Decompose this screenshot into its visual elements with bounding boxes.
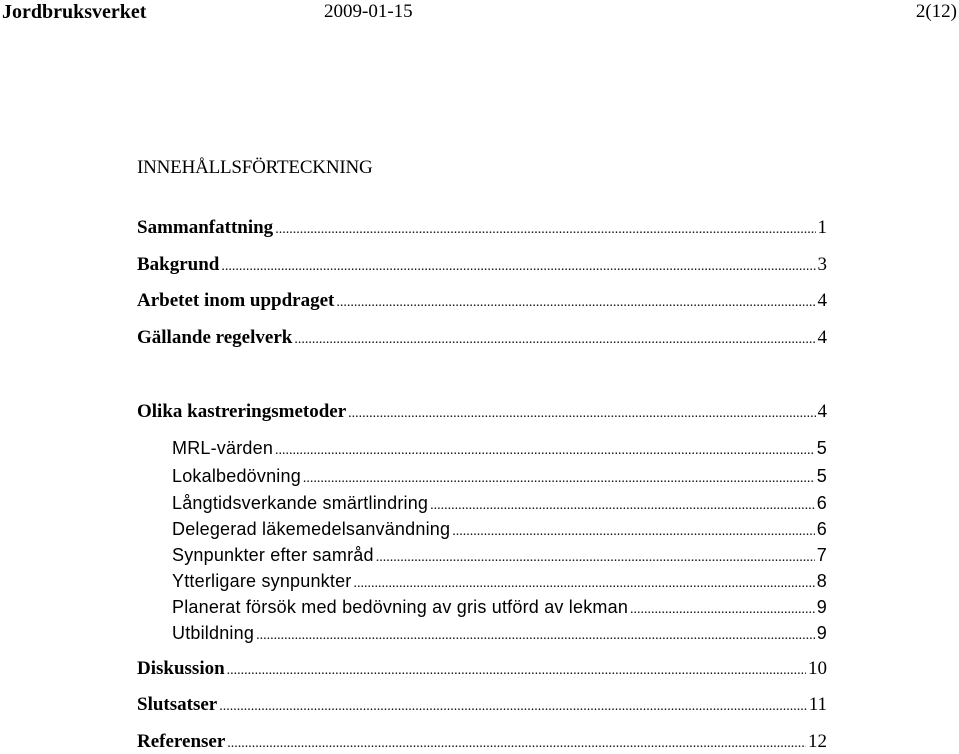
- toc-entry-label: Gällande regelverk: [137, 327, 293, 348]
- toc-subentry[interactable]: [172, 569, 827, 593]
- toc-entry-page: 6: [816, 493, 827, 513]
- toc-dot-leader: [336, 289, 815, 313]
- toc-dot-leader: [256, 621, 815, 645]
- toc-entry-page: 9: [816, 623, 827, 643]
- toc-entry-page: 8: [816, 571, 827, 591]
- toc-subentry[interactable]: [172, 491, 827, 515]
- toc-entry-page: 6: [816, 519, 827, 539]
- toc-dot-leader: [452, 517, 815, 541]
- toc-entry-label: Delegerad läkemedelsanvändning: [172, 519, 451, 539]
- toc-entry-page: 1: [817, 217, 827, 238]
- toc-entry-label: Arbetet inom uppdraget: [137, 290, 335, 311]
- toc-entry-label: MRL-värden: [172, 438, 274, 458]
- toc-entry-page: 5: [816, 438, 827, 458]
- toc-entry-label: Bakgrund: [137, 254, 220, 275]
- toc-dot-leader: [227, 730, 806, 754]
- toc-entry-label: Diskussion: [137, 658, 225, 679]
- toc-title: INNEHÅLLSFÖRTECKNING: [137, 157, 373, 178]
- toc-entry[interactable]: [137, 730, 827, 754]
- toc-entry-page: 9: [816, 597, 827, 617]
- toc-entry-page: 4: [817, 290, 827, 311]
- toc-subentry[interactable]: [172, 517, 827, 541]
- toc-dot-leader: [354, 569, 815, 593]
- toc-dot-leader: [303, 464, 815, 488]
- toc-entry-page: 3: [817, 254, 827, 275]
- toc-entry-label: Planerat försök med bedövning av gris utförd av lekman: [172, 597, 629, 617]
- toc-dot-leader: [227, 657, 806, 681]
- toc-subentry[interactable]: [172, 621, 827, 645]
- toc-dot-leader: [275, 216, 815, 240]
- toc-entry[interactable]: [137, 289, 827, 313]
- toc-entry-label: Olika kastreringsmetoder: [137, 401, 347, 422]
- toc-entry[interactable]: [137, 326, 827, 350]
- toc-dot-leader: [221, 253, 815, 277]
- toc-entry-label: Ytterligare synpunkter: [172, 571, 352, 591]
- toc-entry-label: Utbildning: [172, 623, 255, 643]
- toc-dot-leader: [275, 436, 815, 460]
- toc-entry[interactable]: [137, 216, 827, 240]
- toc-dot-leader: [348, 400, 815, 424]
- toc-entry-label: Sammanfattning: [137, 217, 274, 238]
- toc-entry-page: 10: [808, 658, 827, 679]
- toc-entry[interactable]: [137, 400, 827, 424]
- toc-dot-leader: [430, 491, 815, 515]
- toc-entry-page: 7: [816, 545, 827, 565]
- toc-entry-label: Synpunkter efter samråd: [172, 545, 374, 565]
- toc-dot-leader: [630, 595, 815, 619]
- document-date: 2009-01-15: [324, 1, 413, 22]
- page-number: 2(12): [915, 1, 957, 22]
- toc-entry-page: 11: [808, 694, 827, 715]
- toc-dot-leader: [219, 693, 806, 717]
- toc-entry-page: 4: [817, 401, 827, 422]
- toc-entry-page: 12: [808, 731, 827, 752]
- toc-entry[interactable]: [137, 657, 827, 681]
- toc-subentry[interactable]: [172, 595, 827, 619]
- organization-name: Jordbruksverket: [2, 1, 147, 23]
- page-header: [0, 0, 959, 26]
- toc-subentry[interactable]: [172, 464, 827, 488]
- toc-dot-leader: [376, 543, 815, 567]
- toc-entry-label: Slutsatser: [137, 694, 218, 715]
- toc-entry-label: Lokalbedövning: [172, 466, 301, 486]
- toc-entry-label: Referenser: [137, 731, 226, 752]
- toc-entry[interactable]: [137, 253, 827, 277]
- toc-entry-page: 5: [816, 466, 827, 486]
- toc-subentry[interactable]: [172, 543, 827, 567]
- toc-subentry[interactable]: [172, 436, 827, 460]
- toc-entry[interactable]: [137, 693, 827, 717]
- toc-entry-label: Långtidsverkande smärtlindring: [172, 493, 429, 513]
- toc-entry-page: 4: [817, 327, 827, 348]
- toc-dot-leader: [294, 326, 815, 350]
